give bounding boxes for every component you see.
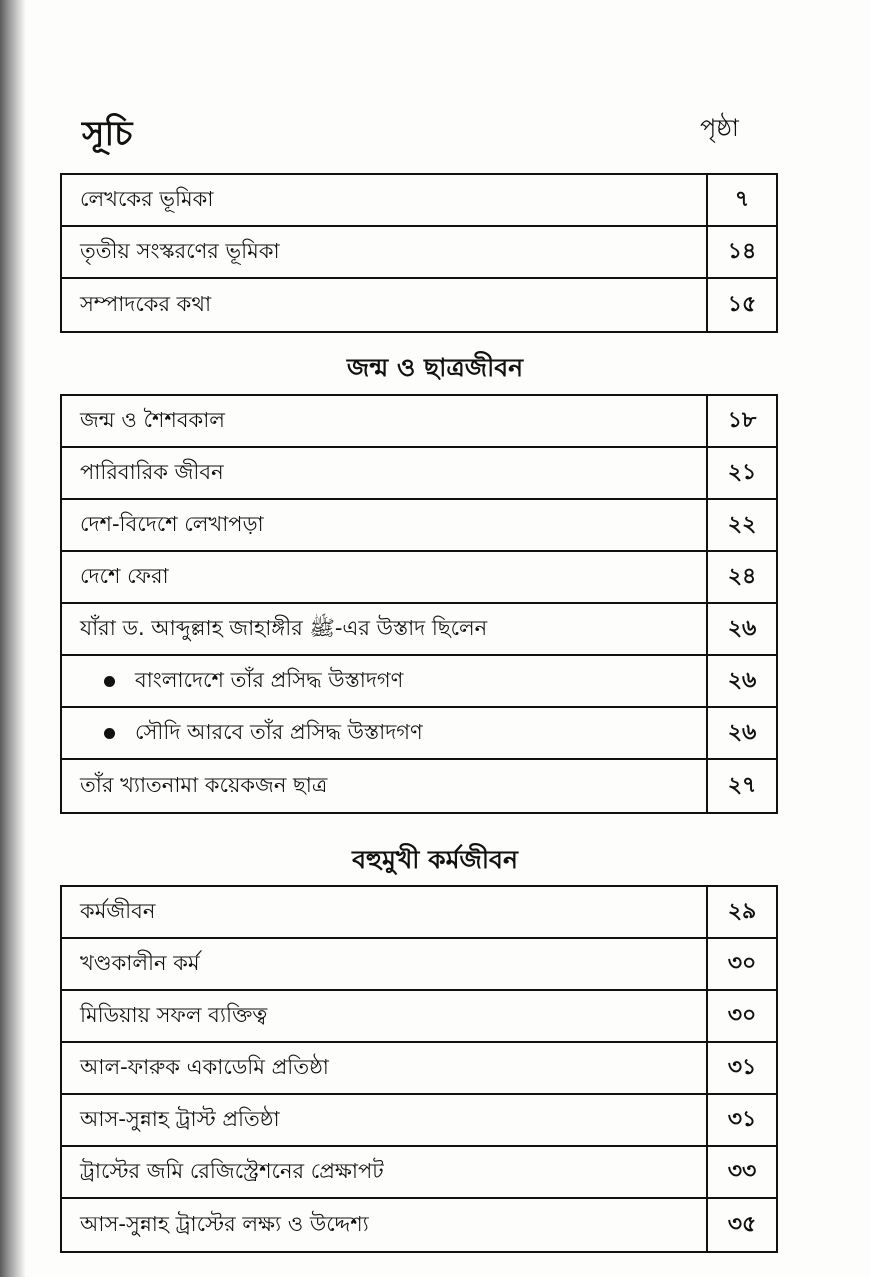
toc-row[interactable] bbox=[62, 708, 776, 760]
toc-row[interactable] bbox=[62, 396, 776, 448]
toc-row[interactable] bbox=[62, 1043, 776, 1095]
toc-entry-page: ১৫ bbox=[727, 291, 757, 317]
toc-entry-title: ট্রাস্টের জমি রেজিস্ট্রেশনের প্রেক্ষাপট bbox=[62, 1147, 708, 1197]
toc-subentry bbox=[62, 708, 708, 758]
toc-entry-title: পারিবারিক জীবন bbox=[62, 448, 708, 498]
toc-entry-title: সৌদি আরবে তাঁর প্রসিদ্ধ উস্তাদগণ bbox=[135, 719, 423, 744]
toc-entry-title: দেশ-বিদেশে লেখাপড়া bbox=[62, 500, 708, 550]
toc-row[interactable] bbox=[62, 1199, 776, 1251]
bullet-icon bbox=[104, 676, 115, 687]
toc-entry-page: ১৮ bbox=[727, 407, 757, 433]
toc-row[interactable] bbox=[62, 279, 776, 331]
toc-table-birth-student-life bbox=[60, 394, 778, 814]
toc-entry-title: আস-সুন্নাহ ট্রাস্ট প্রতিষ্ঠা bbox=[62, 1095, 708, 1145]
toc-entry-title: আল-ফারুক একাডেমি প্রতিষ্ঠা bbox=[62, 1043, 708, 1093]
toc-row[interactable] bbox=[62, 500, 776, 552]
toc-entry-page: ৩৫ bbox=[727, 1211, 757, 1237]
toc-subentry bbox=[62, 656, 708, 706]
toc-entry-title: জন্ম ও শৈশবকাল bbox=[62, 396, 708, 446]
toc-row[interactable] bbox=[62, 939, 776, 991]
toc-entry-title: লেখকের ভূমিকা bbox=[62, 175, 708, 225]
toc-entry-page: ৩১ bbox=[727, 1106, 757, 1132]
toc-entry-page: ৭ bbox=[734, 186, 750, 212]
toc-entry-page: ৩৩ bbox=[727, 1158, 757, 1184]
toc-row[interactable] bbox=[62, 175, 776, 227]
toc-entry-title: বাংলাদেশে তাঁর প্রসিদ্ধ উস্তাদগণ bbox=[135, 667, 404, 692]
toc-entry-page: ৩১ bbox=[727, 1054, 757, 1080]
toc-entry-page: ২৬ bbox=[727, 719, 757, 745]
toc-entry-page: ২১ bbox=[727, 459, 757, 485]
toc-entry-page: ২৬ bbox=[727, 667, 757, 693]
page-title: সূচি bbox=[82, 114, 133, 154]
bullet-icon bbox=[104, 728, 115, 739]
book-gutter-shadow bbox=[0, 0, 26, 1277]
toc-entry-page: ৩০ bbox=[727, 950, 757, 976]
toc-entry-title: কর্মজীবন bbox=[62, 887, 708, 937]
toc-entry-page: ২৬ bbox=[727, 615, 757, 641]
toc-row[interactable] bbox=[62, 448, 776, 500]
section-heading-birth-student-life: জন্ম ও ছাত্রজীবন bbox=[346, 353, 524, 382]
toc-entry-page: ২৯ bbox=[727, 898, 757, 924]
toc-row[interactable] bbox=[62, 760, 776, 812]
toc-entry-page: ৩০ bbox=[727, 1002, 757, 1028]
toc-table-multifaceted-career bbox=[60, 885, 778, 1253]
toc-entry-title: দেশে ফেরা bbox=[62, 552, 708, 602]
toc-row[interactable] bbox=[62, 552, 776, 604]
toc-entry-title: মিডিয়ায় সফল ব্যক্তিত্ব bbox=[62, 991, 708, 1041]
toc-entry-title: যাঁরা ড. আব্দুল্লাহ জাহাঙ্গীর ﷺ-এর উস্তাদ ছিলেন bbox=[62, 604, 708, 654]
toc-entry-page: ২৭ bbox=[727, 772, 757, 798]
toc-row[interactable] bbox=[62, 656, 776, 708]
section-heading-multifaceted-career: বহুমুখী কর্মজীবন bbox=[352, 845, 518, 874]
toc-entry-title: খণ্ডকালীন কর্ম bbox=[62, 939, 708, 989]
toc-table-intro bbox=[60, 173, 778, 333]
toc-entry-title: সম্পাদকের কথা bbox=[62, 279, 708, 331]
toc-row[interactable] bbox=[62, 227, 776, 279]
toc-entry-title: আস-সুন্নাহ ট্রাস্টের লক্ষ্য ও উদ্দেশ্য bbox=[62, 1199, 708, 1251]
toc-entry-title: তাঁর খ্যাতনামা কয়েকজন ছাত্র bbox=[62, 760, 708, 812]
toc-row[interactable] bbox=[62, 604, 776, 656]
toc-row[interactable] bbox=[62, 887, 776, 939]
page-column-label: পৃষ্ঠা bbox=[700, 114, 739, 142]
toc-entry-page: ২২ bbox=[727, 511, 757, 537]
toc-entry-title: তৃতীয় সংস্করণের ভূমিকা bbox=[62, 227, 708, 277]
toc-entry-page: ২৪ bbox=[727, 563, 757, 589]
toc-row[interactable] bbox=[62, 991, 776, 1043]
toc-entry-page: ১৪ bbox=[727, 238, 757, 264]
toc-row[interactable] bbox=[62, 1147, 776, 1199]
toc-row[interactable] bbox=[62, 1095, 776, 1147]
